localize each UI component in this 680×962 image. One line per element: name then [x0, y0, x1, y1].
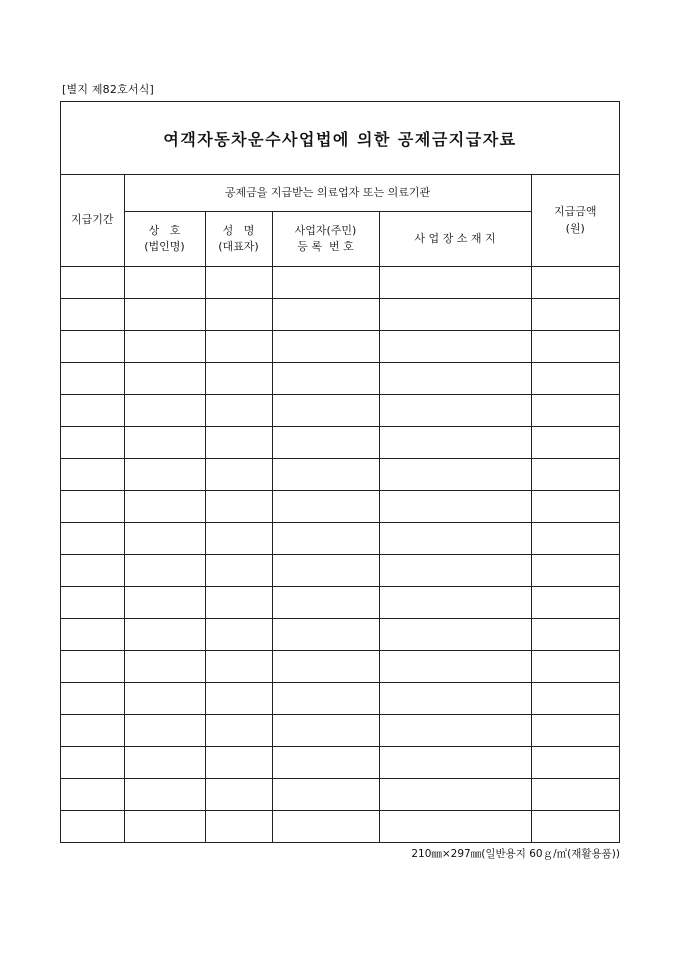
table-cell[interactable] [379, 619, 531, 651]
table-cell[interactable] [61, 811, 124, 843]
table-row [61, 523, 619, 555]
table-cell[interactable] [205, 619, 272, 651]
table-cell[interactable] [61, 779, 124, 811]
table-cell[interactable] [272, 683, 379, 715]
table-cell[interactable] [531, 619, 619, 651]
header-payment-period: 지급기간 [61, 175, 124, 267]
form-title: 여객자동차운수사업법에 의한 공제금지급자료 [163, 129, 517, 149]
table-cell[interactable] [531, 555, 619, 587]
table-cell[interactable] [61, 267, 124, 299]
table-cell[interactable] [272, 715, 379, 747]
table-cell[interactable] [272, 779, 379, 811]
header-payment-amount [531, 175, 619, 267]
table-cell[interactable] [205, 267, 272, 299]
table-cell[interactable] [205, 587, 272, 619]
table-cell[interactable] [531, 363, 619, 395]
table-cell[interactable] [124, 363, 205, 395]
table-cell[interactable] [124, 299, 205, 331]
table-cell[interactable] [531, 683, 619, 715]
table-cell[interactable] [272, 491, 379, 523]
table-cell[interactable] [124, 683, 205, 715]
header-payment-amount-line2: (원) [565, 221, 585, 235]
table-cell[interactable] [379, 427, 531, 459]
paper-spec-note: 210㎜×297㎜(일반용지 60ｇ/㎡(재활용품)) [411, 848, 620, 860]
table-cell[interactable] [205, 555, 272, 587]
table-cell[interactable] [124, 427, 205, 459]
header-reg-no-line1: 사업자(주민) [294, 223, 357, 237]
form-container [60, 101, 620, 843]
table-cell[interactable] [124, 459, 205, 491]
payment-table [61, 175, 619, 842]
table-cell[interactable] [61, 523, 124, 555]
table-row [61, 651, 619, 683]
header-representative-name [205, 212, 272, 267]
table-cell[interactable] [205, 491, 272, 523]
table-row [61, 427, 619, 459]
table-row [61, 747, 619, 779]
table-cell[interactable] [531, 811, 619, 843]
table-cell[interactable] [379, 523, 531, 555]
table-cell[interactable] [531, 331, 619, 363]
table-cell[interactable] [272, 331, 379, 363]
header-row-1 [61, 175, 619, 212]
table-row [61, 619, 619, 651]
table-row [61, 299, 619, 331]
table-cell[interactable] [531, 427, 619, 459]
table-cell[interactable] [272, 427, 379, 459]
form-title-cell [61, 102, 619, 175]
table-row [61, 715, 619, 747]
table-cell[interactable] [379, 747, 531, 779]
table-cell[interactable] [272, 651, 379, 683]
header-trade-name-line2: (법인명) [144, 240, 185, 253]
table-cell[interactable] [61, 651, 124, 683]
table-cell[interactable] [61, 395, 124, 427]
table-cell[interactable] [205, 779, 272, 811]
table-cell[interactable] [205, 331, 272, 363]
table-cell[interactable] [205, 651, 272, 683]
header-trade-name-line1: 상 호 [148, 223, 181, 237]
table-cell[interactable] [205, 395, 272, 427]
header-payment-amount-line1: 지급금액 [554, 205, 597, 218]
table-row [61, 811, 619, 843]
table-cell[interactable] [531, 523, 619, 555]
table-cell[interactable] [205, 427, 272, 459]
payment-table-body [61, 175, 619, 842]
table-cell[interactable] [205, 299, 272, 331]
table-cell[interactable] [272, 619, 379, 651]
table-cell[interactable] [61, 619, 124, 651]
table-cell[interactable] [379, 715, 531, 747]
table-row [61, 331, 619, 363]
table-cell[interactable] [379, 811, 531, 843]
table-cell[interactable] [379, 555, 531, 587]
table-cell[interactable] [124, 523, 205, 555]
table-cell[interactable] [61, 363, 124, 395]
table-cell[interactable] [205, 747, 272, 779]
table-cell[interactable] [61, 683, 124, 715]
table-cell[interactable] [61, 459, 124, 491]
table-row [61, 587, 619, 619]
table-cell[interactable] [379, 683, 531, 715]
table-row [61, 267, 619, 299]
form-number-label: [별지 제82호서식] [62, 83, 155, 96]
table-cell[interactable] [531, 747, 619, 779]
table-cell[interactable] [61, 331, 124, 363]
table-cell[interactable] [205, 363, 272, 395]
table-cell[interactable] [61, 587, 124, 619]
table-row [61, 395, 619, 427]
table-cell[interactable] [272, 587, 379, 619]
table-cell[interactable] [205, 459, 272, 491]
table-cell[interactable] [531, 715, 619, 747]
table-cell[interactable] [61, 747, 124, 779]
table-cell[interactable] [379, 395, 531, 427]
table-cell[interactable] [379, 363, 531, 395]
table-cell[interactable] [124, 395, 205, 427]
table-cell[interactable] [272, 747, 379, 779]
table-cell[interactable] [61, 715, 124, 747]
table-cell[interactable] [531, 459, 619, 491]
table-cell[interactable] [531, 779, 619, 811]
table-cell[interactable] [205, 523, 272, 555]
table-cell[interactable] [531, 267, 619, 299]
table-cell[interactable] [531, 299, 619, 331]
table-cell[interactable] [379, 779, 531, 811]
table-cell[interactable] [205, 811, 272, 843]
table-cell[interactable] [124, 715, 205, 747]
header-business-address: 사 업 장 소 재 지 [379, 212, 531, 267]
table-cell[interactable] [124, 651, 205, 683]
table-cell[interactable] [124, 747, 205, 779]
table-cell[interactable] [531, 491, 619, 523]
header-trade-name [124, 212, 205, 267]
table-cell[interactable] [61, 555, 124, 587]
table-cell[interactable] [272, 363, 379, 395]
table-cell[interactable] [531, 651, 619, 683]
table-cell[interactable] [272, 555, 379, 587]
table-cell[interactable] [272, 523, 379, 555]
table-row [61, 555, 619, 587]
table-row [61, 683, 619, 715]
table-cell[interactable] [124, 587, 205, 619]
table-cell[interactable] [379, 459, 531, 491]
table-cell[interactable] [379, 491, 531, 523]
header-recipient-group: 공제금을 지급받는 의료업자 또는 의료기관 [124, 175, 531, 212]
table-cell[interactable] [124, 331, 205, 363]
table-row [61, 779, 619, 811]
table-cell[interactable] [379, 331, 531, 363]
table-cell[interactable] [61, 299, 124, 331]
table-cell[interactable] [272, 459, 379, 491]
table-cell[interactable] [205, 683, 272, 715]
table-row [61, 491, 619, 523]
table-cell[interactable] [124, 811, 205, 843]
table-cell[interactable] [124, 491, 205, 523]
table-cell[interactable] [124, 619, 205, 651]
table-cell[interactable] [205, 715, 272, 747]
table-cell[interactable] [272, 811, 379, 843]
table-cell[interactable] [272, 395, 379, 427]
header-reg-no-line2: 등 록 번 호 [297, 240, 354, 253]
table-cell[interactable] [124, 267, 205, 299]
table-cell[interactable] [531, 587, 619, 619]
table-cell[interactable] [61, 491, 124, 523]
header-name-line1: 성 명 [222, 223, 255, 237]
table-cell[interactable] [379, 651, 531, 683]
table-cell[interactable] [124, 555, 205, 587]
table-row [61, 459, 619, 491]
table-cell[interactable] [379, 299, 531, 331]
table-cell[interactable] [124, 779, 205, 811]
table-cell[interactable] [379, 587, 531, 619]
table-cell[interactable] [272, 299, 379, 331]
table-cell[interactable] [531, 395, 619, 427]
table-cell[interactable] [379, 267, 531, 299]
header-name-line2: (대표자) [218, 240, 259, 253]
table-row [61, 363, 619, 395]
table-cell[interactable] [61, 427, 124, 459]
header-registration-number [272, 212, 379, 267]
table-cell[interactable] [272, 267, 379, 299]
